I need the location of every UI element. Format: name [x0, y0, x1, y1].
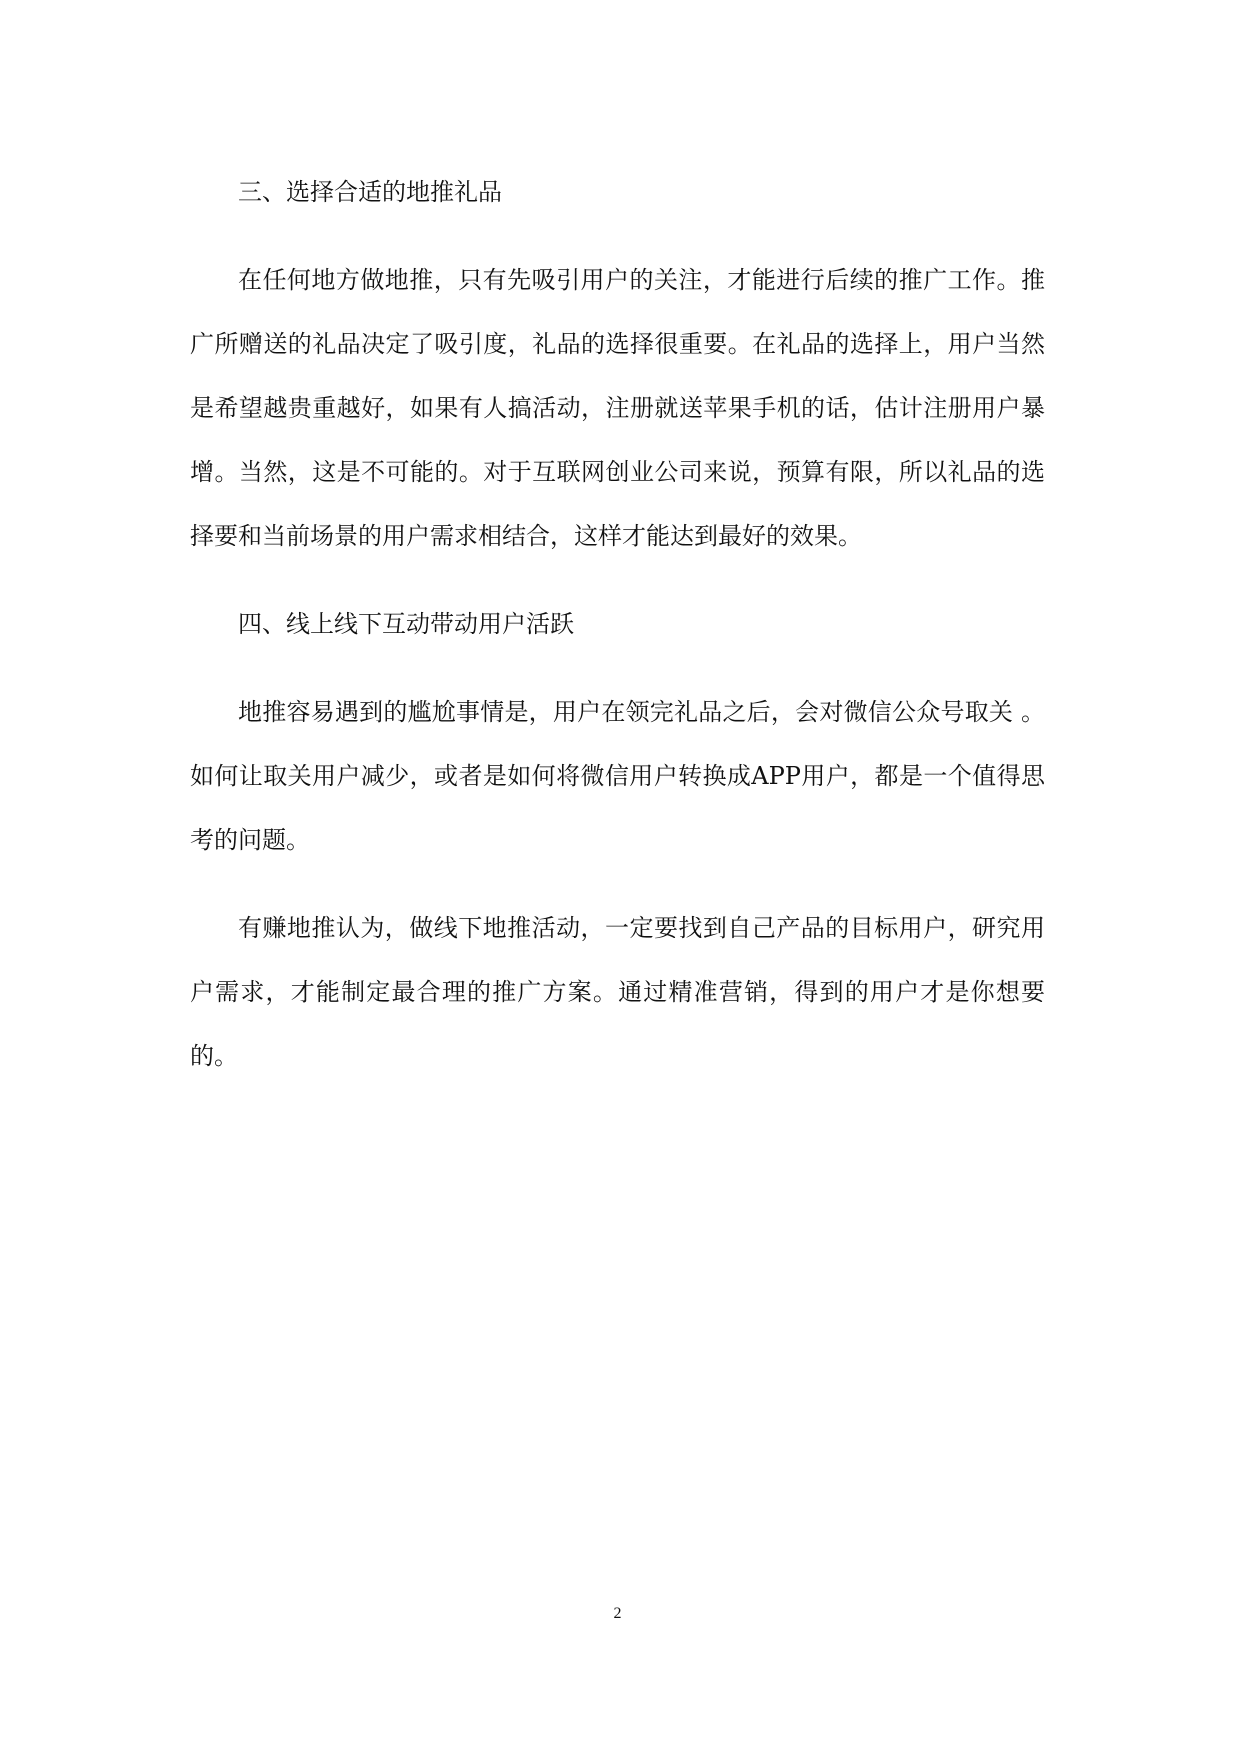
section-heading-4: 四、线上线下互动带动用户活跃 — [238, 610, 574, 638]
document-body — [190, 160, 1045, 1112]
paragraph-target-users: 有赚地推认为，做线下地推活动，一定要找到自己产品的目标用户，研究用户需求，才能制定最合理的推广方案。通过精准营销，得到的用户才是你想要的。 — [190, 914, 1045, 1070]
paragraph-unfollow-problem: 地推容易遇到的尴尬事情是，用户在领完礼品之后，会对微信公众号取关 。如何让取关用户减少，或者是如何将微信用户转换成APP用户，都是一个值得思考的问题。 — [190, 698, 1045, 854]
paragraph-gift-selection: 在任何地方做地推，只有先吸引用户的关注，才能进行后续的推广工作。推广所赠送的礼品决定了吸引度，礼品的选择很重要。在礼品的选择上，用户当然是希望越贵重越好，如果有人搞活动，注册就送苹果手机的话，估计注册用户暴增。当然，这是不可能的。对于互联网创业公司来说，预算有限，所以礼品的选择要和当前场景的用户需求相结合，这样才能达到最好的效果。 — [190, 266, 1045, 550]
page-number: 2 — [613, 1605, 622, 1622]
section-heading-3: 三、选择合适的地推礼品 — [238, 178, 502, 206]
